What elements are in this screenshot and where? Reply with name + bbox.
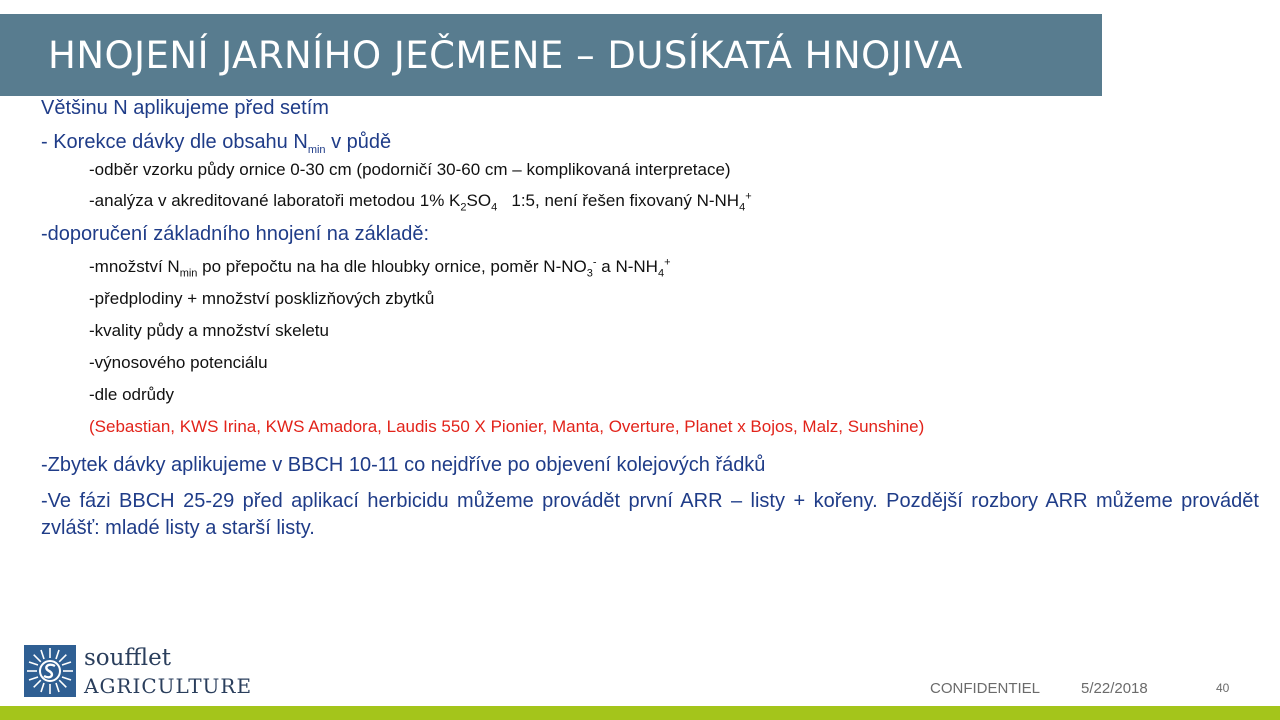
logo-text-agriculture: AGRICULTURE [84,674,253,698]
sub-bullet-preceding-crops: -předplodiny + množství posklizňových zbytků [89,289,435,308]
sub-bullet-analysis [41,190,1259,212]
superscript-plus-2: + [664,256,671,269]
sub-bullet-variety: -dle odrůdy [89,385,175,404]
sub-bullet-nmin [41,256,1259,278]
dose-correction-tail: v půdě [325,131,392,153]
analysis-so: SO [466,191,492,210]
nmin-text: -množství N [89,257,180,276]
bullet-dose-correction [41,130,1259,154]
subscript-min: min [307,144,326,156]
title-bar [0,14,1102,96]
slide-content [41,95,1259,542]
nmin-tail: a N-NH [596,257,658,276]
subscript-nh4: 4 [739,201,746,214]
sub-bullet-sampling: -odběr vzorku půdy ornice 0-30 cm (podorničí 30-60 cm – komplikovaná interpretace) [89,160,731,179]
dose-correction-text: - Korekce dávky dle obsahu N [41,131,308,153]
soufflet-sun-icon [24,645,76,697]
slide-title: HNOJENÍ JARNÍHO JEČMENE – DUSÍKATÁ HNOJIVA [48,33,963,77]
superscript-minus: - [592,256,597,269]
subscript-3: 3 [586,267,593,280]
bottom-accent-bar [0,706,1280,720]
bullet-arr-analysis: -Ve fázi BBCH 25-29 před aplikací herbicidu můžeme provádět první ARR – listy + kořeny. Pozdější rozbory ARR můžeme provádět zvlášť: mladé listy a starší listy. [41,490,1259,539]
subscript-4b: 4 [657,267,665,280]
sub-bullet-yield-potential: -výnosového potenciálu [89,353,268,372]
subscript-2: 2 [460,201,467,214]
bullet-remaining-dose: -Zbytek dávky aplikujeme v BBCH 10-11 co nejdříve po objevení kolejových řádků [41,454,766,476]
superscript-plus: + [745,190,752,203]
subscript-4: 4 [491,201,498,214]
slide-number: 40 [1216,681,1230,695]
logo-text-soufflet: soufflet [84,645,172,671]
confidential-label: CONFIDENTIEL [930,680,1041,697]
variety-list: (Sebastian, KWS Irina, KWS Amadora, Laudis 550 X Pionier, Manta, Overture, Planet x Bojos, Malz, Sunshine) [89,417,925,436]
nmin-mid: po přepočtu na ha dle hloubky ornice, poměr N-NO [197,257,587,276]
soufflet-logo [24,645,253,701]
subscript-min-2: min [179,267,198,280]
sub-bullet-soil-quality: -kvality půdy a množství skeletu [89,321,329,340]
bullet-recommendation: -doporučení základního hnojení na základě: [41,223,430,245]
analysis-tail: 1:5, není řešen fixovaný N-NH [497,191,740,210]
bullet-before-sowing: Většinu N aplikujeme před setím [41,97,329,119]
slide-date: 5/22/2018 [1081,680,1148,697]
analysis-text: -analýza v akreditované laboratoři metodou 1% K [89,191,461,210]
